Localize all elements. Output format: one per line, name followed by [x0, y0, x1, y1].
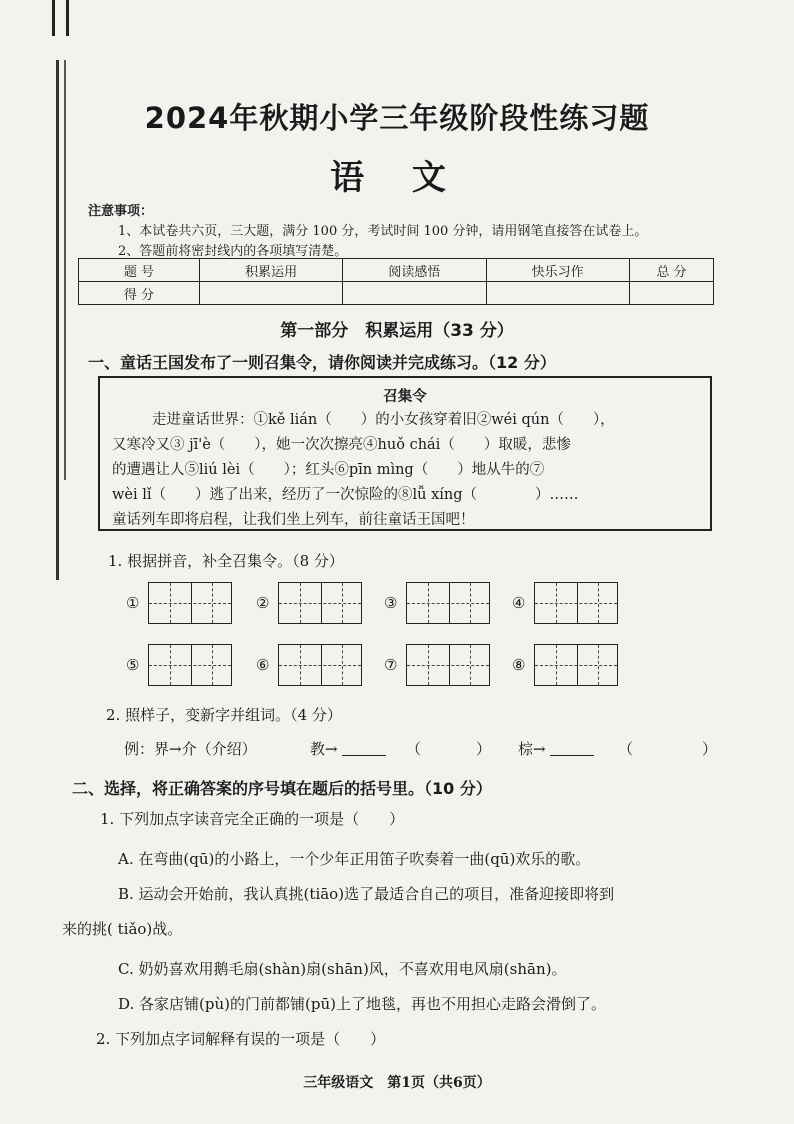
sub-question-heading: 2. 下列加点字词解释有误的一项是（ ）: [96, 1030, 386, 1048]
item-number: ③: [384, 594, 398, 612]
answer-blank[interactable]: [550, 741, 594, 756]
paren-open: （: [406, 740, 422, 758]
tian-grid-answer[interactable]: [406, 644, 490, 686]
notes-section: [88, 202, 728, 262]
score-header-cell: 题 号: [79, 259, 200, 282]
word-item: 棕→: [518, 738, 594, 759]
score-table: [78, 258, 714, 305]
tian-grid-answer[interactable]: [534, 644, 618, 686]
notice-line: 走进童话世界：①kě lián（ ）的小女孩穿着旧②wéi qún（ ），: [152, 412, 615, 428]
item-number: ⑤: [126, 656, 140, 674]
paren-open: （: [618, 740, 634, 758]
tian-grid-row: [126, 580, 646, 628]
word-item: 教→: [310, 738, 386, 759]
notice-line: 又寒冷又③ jī'è（ ），她一次次擦亮④huǒ chái（ ）取暖，悲惨: [112, 437, 571, 453]
tian-grid-answer[interactable]: [148, 644, 232, 686]
score-header-cell: 积累运用: [200, 259, 343, 282]
part-title: 第一部分 积累运用（33 分）: [280, 321, 514, 341]
tian-grid-row: [126, 642, 646, 690]
score-value-row: [79, 282, 714, 305]
option-b-continued: 来的挑( tiǎo)战。: [62, 920, 183, 938]
tian-grid-answer[interactable]: [278, 644, 362, 686]
notice-line: 的遭遇让人⑤liú lèi（ ）；红头⑥pīn mìng（ ）地从牛的⑦: [112, 462, 545, 478]
item-number: ①: [126, 594, 140, 612]
score-header-cell: 快乐习作: [486, 259, 629, 282]
notes-item: 2、答题前将密封线内的各项填写清楚。: [118, 244, 348, 259]
option-a: A. 在弯曲(qū)的小路上，一个少年正用笛子吹奏着一曲(qū)欢乐的歌。: [118, 850, 591, 868]
subject-title: 语 文: [330, 158, 464, 198]
paren-close: ）: [476, 740, 492, 758]
notes-item: 1、本试卷共六页，三大题，满分 100 分，考试时间 100 分钟，请用钢笔直接答在试卷上。: [118, 224, 648, 239]
score-input-cell[interactable]: [486, 282, 629, 305]
tian-grid-answer[interactable]: [278, 582, 362, 624]
item-number: ④: [512, 594, 526, 612]
option-d: D. 各家店铺(pù)的门前都铺(pū)上了地毯，再也不用担心走路会滑倒了。: [118, 995, 606, 1013]
item-number: ⑥: [256, 656, 270, 674]
score-input-cell[interactable]: [343, 282, 486, 305]
notice-line: 童话列车即将启程，让我们坐上列车，前往童话王国吧！: [112, 512, 475, 528]
score-input-cell[interactable]: [629, 282, 713, 305]
item-number: ②: [256, 594, 270, 612]
paren-close: ）: [702, 740, 718, 758]
binding-line: [52, 0, 55, 36]
option-c: C. 奶奶喜欢用鹅毛扇(shàn)扇(shān)风，不喜欢用电风扇(shān)。: [118, 960, 567, 978]
sub-question-heading: 1. 根据拼音，补全召集令。（8 分）: [108, 552, 344, 570]
notice-line: wèi lǐ（ ）逃了出来，经历了一次惊险的⑧lǚ xíng（ ）……: [112, 487, 579, 503]
tian-grid-answer[interactable]: [148, 582, 232, 624]
score-header-cell: 阅读感悟: [343, 259, 486, 282]
sub-question-heading: 1. 下列加点字读音完全正确的一项是（ ）: [100, 810, 405, 828]
question-1-heading: 一、童话王国发布了一则召集令，请你阅读并完成练习。（12 分）: [88, 353, 556, 372]
sub-question-heading: 2. 照样子，变新字并组词。（4 分）: [106, 706, 342, 724]
example-text: 例：界→介（介绍）: [124, 740, 257, 758]
exam-title: 2024年秋期小学三年级阶段性练习题: [144, 101, 650, 135]
notice-title: 召集令: [383, 388, 427, 405]
score-header-cell: 总 分: [629, 259, 713, 282]
score-header-row: [79, 259, 714, 282]
notice-box: [98, 376, 712, 531]
page-footer: 三年级语文 第1页（共6页）: [303, 1075, 491, 1091]
score-row-label: 得 分: [79, 282, 200, 305]
binding-line: [66, 0, 69, 36]
question-2-heading: 二、选择，将正确答案的序号填在题后的括号里。（10 分）: [72, 779, 492, 798]
tian-grid-answer[interactable]: [406, 582, 490, 624]
notes-label: 注意事项：: [88, 204, 154, 219]
score-input-cell[interactable]: [200, 282, 343, 305]
item-number: ⑧: [512, 656, 526, 674]
answer-blank[interactable]: [342, 741, 386, 756]
option-b: B. 运动会开始前，我认真挑(tiāo)选了最适合自己的项目，准备迎接即将到: [118, 885, 615, 903]
tian-grid-answer[interactable]: [534, 582, 618, 624]
item-number: ⑦: [384, 656, 398, 674]
